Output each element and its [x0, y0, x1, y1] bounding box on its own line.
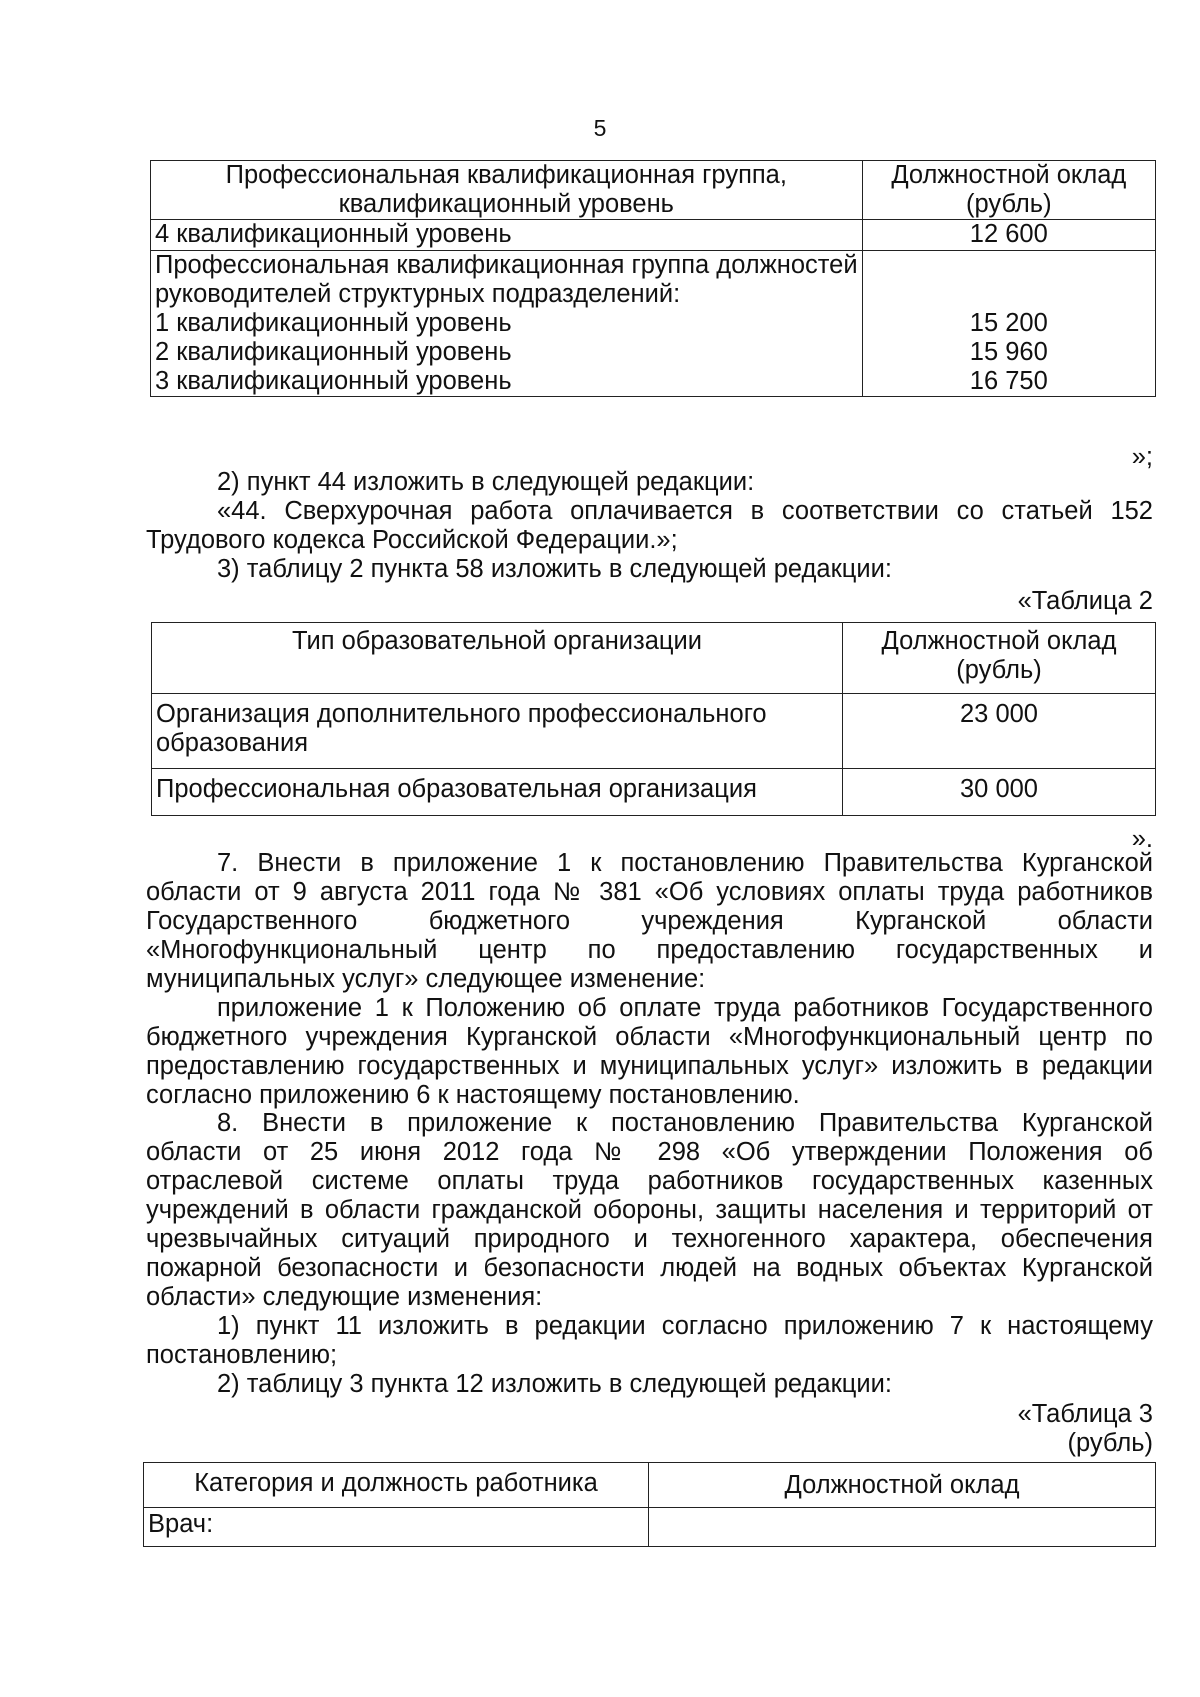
- table-header-row: [151, 161, 1156, 220]
- row-value: 23 000: [843, 694, 1156, 769]
- table-row-group: [151, 251, 1156, 397]
- header-cell-salary: Должностной оклад: [649, 1463, 1156, 1508]
- row-value: 12 600: [862, 220, 1155, 251]
- row-label: Профессиональная образовательная организация: [152, 769, 843, 816]
- table-header-row: [144, 1463, 1156, 1508]
- header-cell-group: Профессиональная квалификационная группа, квалификационный уровень: [151, 161, 863, 220]
- row-label: Организация дополнительного профессионального образования: [152, 694, 843, 769]
- paragraph-8: 8. Внести в приложение к постановлению Правительства Курганской области от 25 июня 2012 года № 298 «Об утверждении Положения об отраслевой системе оплаты труда работников государственных казенных учреждений в области гражданской обороны, защиты населения и территорий от чрезвычайных ситуаций природного и техногенного характера, обеспечения пожарной безопасности и безопасности людей на водных объектах Курганской области» следующие изменения: 1) пункт 11 изложить в редакции согласно приложению 7 к настоящему постановлению; 2) таблицу 3 пункта 12 изложить в следующей редакции:: [146, 1109, 1153, 1398]
- salary-table-1: [150, 160, 1156, 397]
- page-number: 5: [593, 115, 607, 141]
- paragraph-7: 7. Внести в приложение 1 к постановлению Правительства Курганской области от 9 августа 2011 года № 381 «Об условиях оплаты труда работников Государственного бюджетного учреждения Курганской области «Многофункциональный центр по предоставлению государственных и муниципальных услуг» следующее изменение: приложение 1 к Положению об оплате труда работников Государственного бюджетного учреждения Курганской области «Многофункциональный центр по предоставлению государственных и муниципальных услуг» изложить в редакции согласно приложению 6 к настоящему постановлению.: [146, 849, 1153, 1109]
- header-cell-type: Тип образовательной организации: [152, 623, 843, 694]
- header-cell-salary: Должностной оклад (рубль): [843, 623, 1156, 694]
- group-values: [862, 251, 1155, 397]
- salary-table-3: [143, 1462, 1156, 1547]
- level-label: 3 квалификационный уровень: [155, 367, 512, 395]
- group-cell: Профессиональная квалификационная группа должностей руководителей структурных подразделений: 1 квалификационный уровень 2 квалификационный уровень 3 квалификационный уровень: [151, 251, 863, 397]
- header-cell-salary: Должностной оклад (рубль): [862, 161, 1155, 220]
- item-2: 2) пункт 44 изложить в следующей редакции: «44. Сверхурочная работа оплачивается в соответствии со статьей 152 Трудового кодекса Российской Федерации.»; 3) таблицу 2 пункта 58 изложить в следующей редакции:: [146, 468, 1153, 583]
- header-cell-category: Категория и должность работника: [144, 1463, 649, 1508]
- row-label: Врач:: [144, 1508, 649, 1547]
- table2-closing: ».: [1131, 825, 1153, 853]
- level-label: 2 квалификационный уровень: [155, 338, 512, 366]
- salary-table-2: [151, 622, 1156, 816]
- level-value: 16 750: [969, 367, 1048, 395]
- level-label: 1 квалификационный уровень: [155, 309, 512, 337]
- row-value: 30 000: [843, 769, 1156, 816]
- table-row: [151, 220, 1156, 251]
- table1-closing: »;: [1131, 443, 1153, 471]
- row-value: [649, 1508, 1156, 1547]
- table-header-row: [152, 623, 1156, 694]
- table-row: [152, 694, 1156, 769]
- table3-caption: «Таблица 3 (рубль): [1017, 1400, 1153, 1457]
- level-value: 15 200: [969, 309, 1048, 337]
- row-label: 4 квалификационный уровень: [151, 220, 863, 251]
- table-row: [152, 769, 1156, 816]
- table-row: [144, 1508, 1156, 1547]
- table2-caption: «Таблица 2: [1017, 587, 1153, 615]
- level-value: 15 960: [969, 338, 1048, 366]
